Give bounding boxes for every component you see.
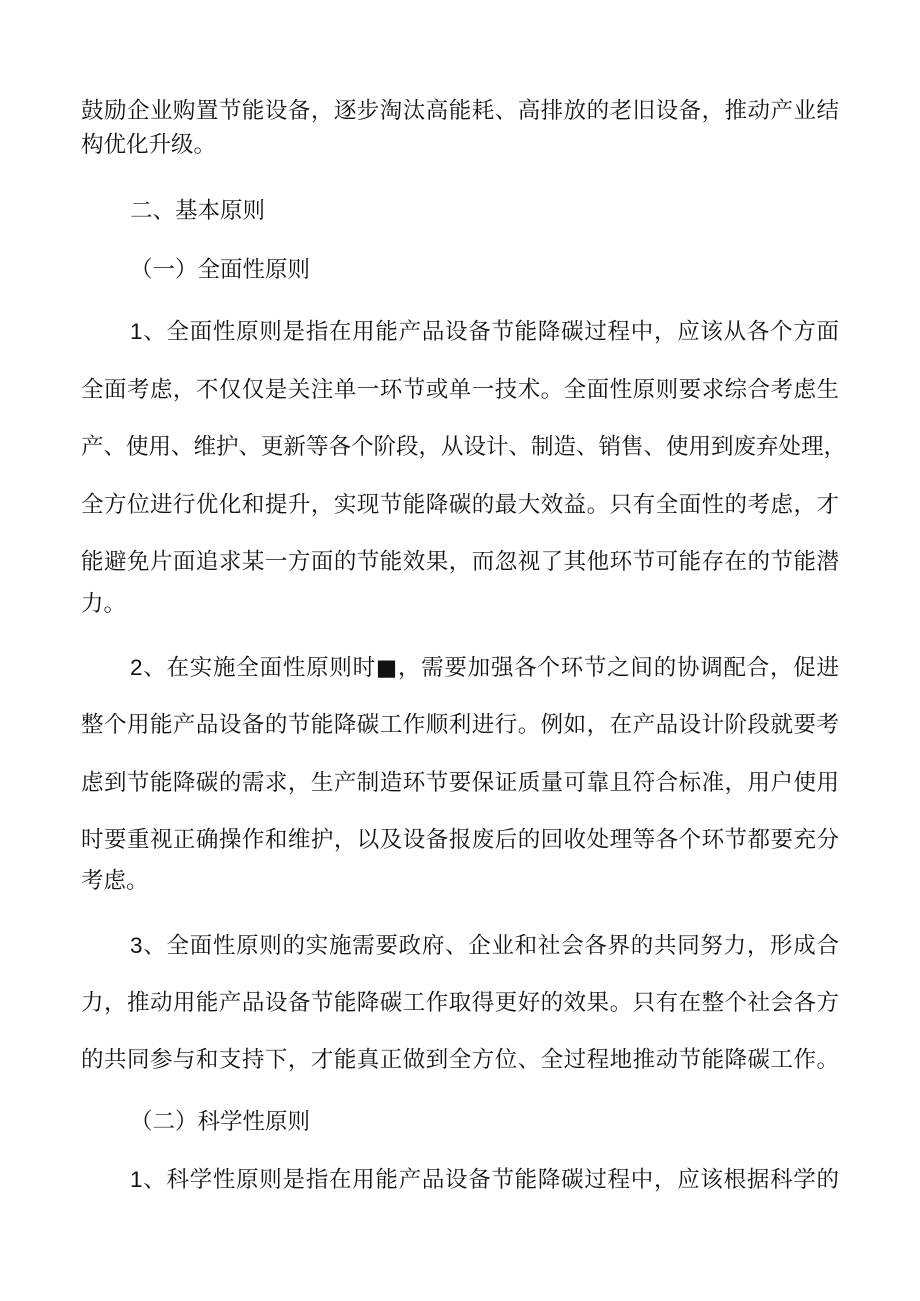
paragraph-number: 1	[130, 319, 143, 344]
paragraph-3-line-2: 力，推动用能产品设备节能降碳工作取得更好的效果。只有在整个社会各方	[81, 990, 839, 1016]
paragraph-1-line-5: 能避免片面追求某一方面的节能效果，而忽视了其他环节可能存在的节能潜	[81, 549, 839, 575]
paragraph-2-line-5: 考虑。	[81, 868, 149, 894]
paragraph-2-line-1: 2、在实施全面性原则时■，需要加强各个环节之间的协调配合，促进	[130, 655, 839, 681]
paragraph-number: 3	[130, 933, 143, 958]
paragraph-2-line-2: 整个用能产品设备的节能降碳工作顺利进行。例如，在产品设计阶段就要考	[81, 712, 839, 738]
paragraph-number: 1	[130, 1167, 143, 1192]
intro-line-2: 构优化升级。	[81, 132, 217, 158]
subsection-heading-2: （二）科学性原则	[130, 1109, 311, 1135]
paragraph-1-line-4: 全方位进行优化和提升，实现节能降碳的最大效益。只有全面性的考虑，才	[81, 492, 839, 518]
paragraph-number: 2	[130, 655, 143, 680]
paragraph-3-line-3: 的共同参与和支持下，才能真正做到全方位、全过程地推动节能降碳工作。	[81, 1047, 839, 1073]
paragraph-1-line-1: 1、全面性原则是指在用能产品设备节能降碳过程中，应该从各个方面	[130, 319, 839, 345]
paragraph-1-line-3: 产、使用、维护、更新等各个阶段，从设计、制造、销售、使用到废弃处理，	[81, 434, 847, 460]
paragraph-1-line-2: 全面考虑，不仅仅是关注单一环节或单一技术。全面性原则要求综合考虑生	[81, 377, 839, 403]
section-heading: 二、基本原则	[130, 198, 266, 224]
paragraph-1-line-6: 力。	[81, 591, 127, 617]
paragraph-3-line-1: 3、全面性原则的实施需要政府、企业和社会各界的共同努力，形成合	[130, 933, 839, 959]
subsection-heading-1: （一）全面性原则	[130, 257, 311, 283]
paragraph-2-line-4: 时要重视正确操作和维护，以及设备报废后的回收处理等各个环节都要充分	[81, 827, 839, 853]
paragraph-2-line-3: 虑到节能降碳的需求，生产制造环节要保证质量可靠且符合标准，用户使用	[81, 770, 839, 796]
intro-line-1: 鼓励企业购置节能设备，逐步淘汰高能耗、高排放的老旧设备，推动产业结	[81, 98, 839, 124]
paragraph-4-line-1: 1、科学性原则是指在用能产品设备节能降碳过程中，应该根据科学的	[130, 1167, 839, 1193]
